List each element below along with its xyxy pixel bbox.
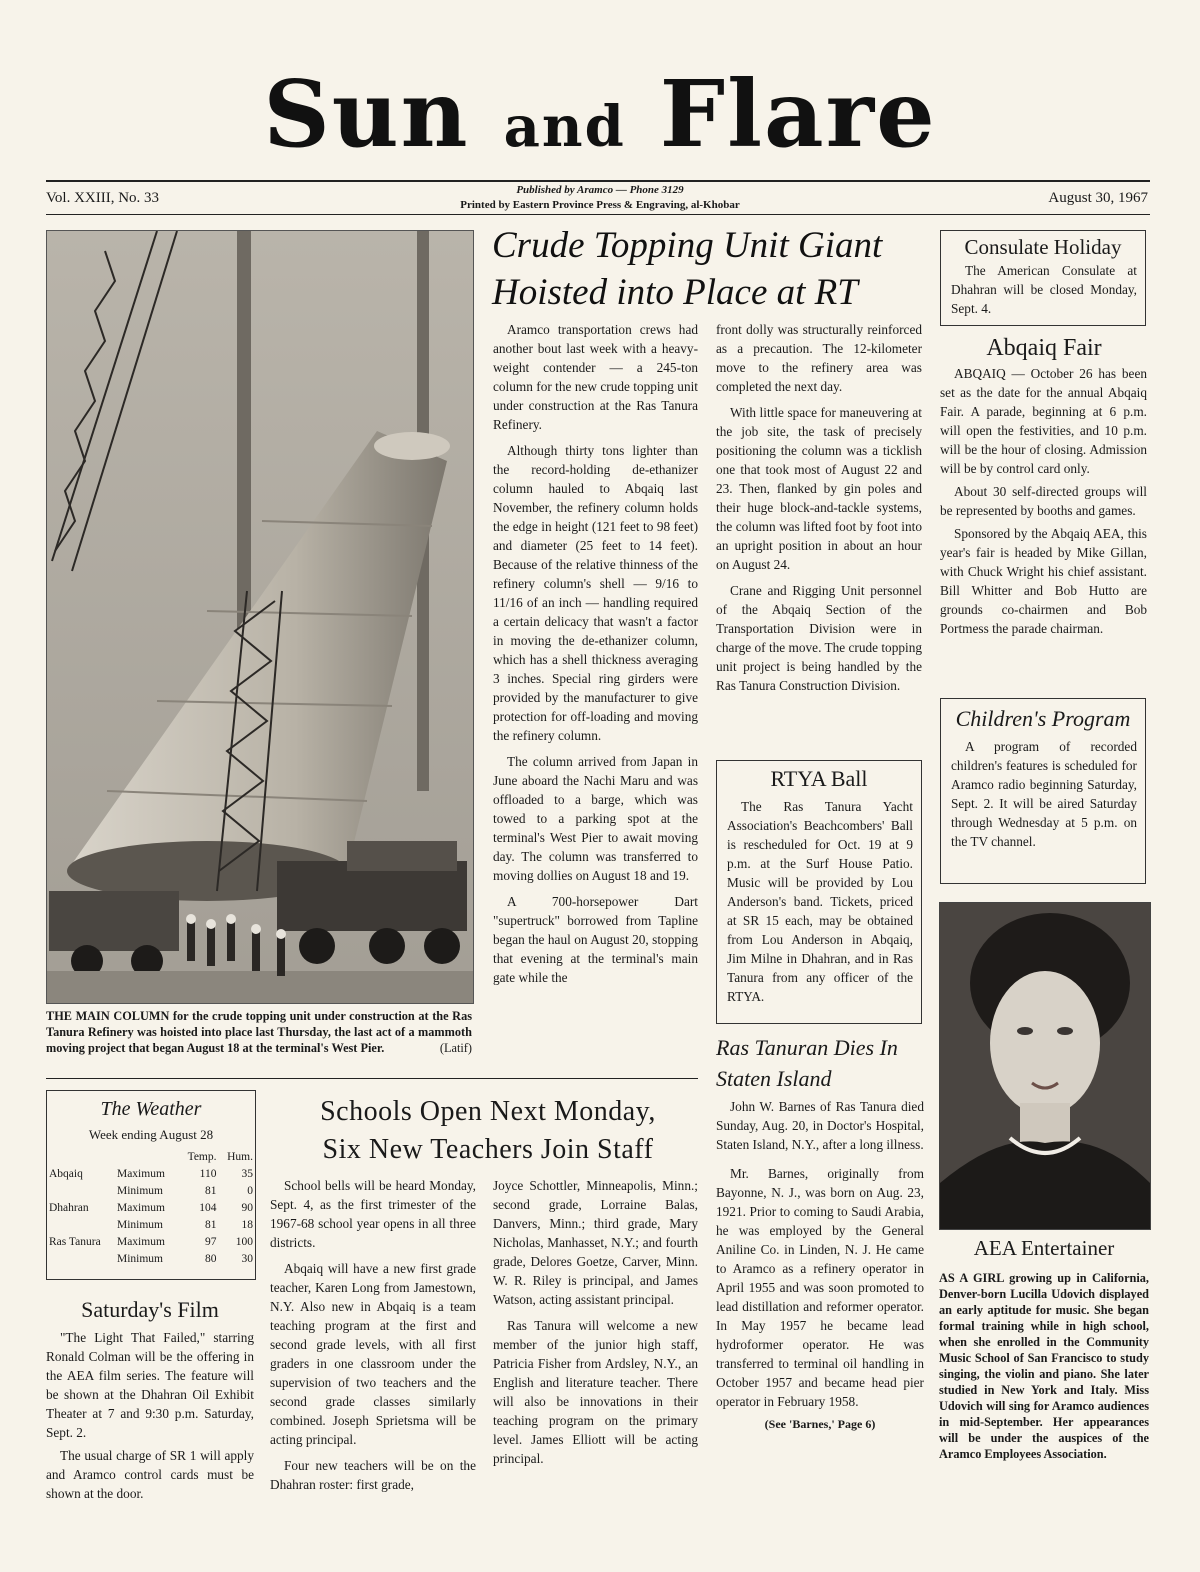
abqaiq-fair-story: ABQAIQ — October 26 has been set as the date for the annual Abqaiq Fair. A parade, beginning at 6 p.m. will open the festivities, and 10 p.m. will be the hour of closing. Admission will be by control card only. About 30 self-directed groups will be represented by booths and games. Sponsored by the Abqaiq AEA, this year's fair is headed by Mike Gillan, with Chuck Wright his chief assistant. Bill Whitter and Bob Hutto are grounds co-chairmen and Bob Portmess the parade chairman. bbox=[940, 366, 1147, 636]
section-divider bbox=[46, 1078, 698, 1079]
masthead-rule-top bbox=[46, 180, 1150, 182]
schools-story-col2: Joyce Schottler, Minneapolis, Minn.; second grade, Lorraine Balas, Danvers, Minn.; third grade, Mary Nicholas, Manhasset, N.Y.; and fourth grade, Delores Goetze, Carver, Minn. W. R. Riley is principal, and James Watson, acting assistant principal. Ras Tanura will welcome a new member of the junior high staff, Patricia Fisher from Ardsley, N.Y., an English and literature teacher. There will also be innovations in their teaching program on the primary level. James Elliott will be acting principal. bbox=[493, 1178, 698, 1466]
rtya-ball-title: RTYA Ball bbox=[770, 766, 868, 791]
aea-entertainer-caption: AS A GIRL growing up in California, Denver-born Lucilla Udovich displayed an early aptitude for music. She began formal training while in high school, when she enrolled in the Community Music School of San Francisco to study singing, the violin and piano. She later studied in New York and Italy. Miss Udovich will sing for Aramco audiences in mid-September. Her appearances will be under the auspices of the Aramco Employees Association. bbox=[939, 1271, 1149, 1461]
publisher-info: Published by Aramco — Phone 3129 Printed by Eastern Province Press & Engraving, al-Khobar bbox=[460, 184, 740, 211]
schools-headline: Schools Open Next Monday, Six New Teachers Join Staff bbox=[320, 1096, 656, 1165]
weather-col-hum: Hum. bbox=[227, 1151, 253, 1163]
barnes-headline: Ras Tanuran Dies In Staten Island bbox=[716, 1035, 898, 1091]
weather-box bbox=[46, 1090, 256, 1280]
consulate-box: Consulate Holiday The American Consulate at Dhahran will be closed Monday, Sept. 4. bbox=[940, 230, 1146, 326]
weather-subtitle: Week ending August 28 bbox=[88, 1127, 214, 1142]
barnes-story: John W. Barnes of Ras Tanura died Sunday, Aug. 20, in Doctor's Hospital, Staten Island, N.Y., after a long illness. Mr. Barnes, originally from Bayonne, N. J., was born on Aug. 23, 1921. Prior to coming to Saudi Arabia, he was employed by the General Aniline Co. in Linden, N. J. He came to Aramco as a refinery operator in April 1955 and was soon promoted to lead distillation and reformer operator. In May 1957 he became lead hydroformer operator. He was transferred to terminal oil handling in October 1957 and became head pier operator in February 1958. (See 'Barnes,' Page 6) bbox=[716, 1097, 924, 1438]
main-story-col1: Aramco transportation crews had another bout last week with a heavy-weight contender — a 245-ton column for the new crude topping unit under construction at the Ras Tanura Refinery. Although thirty tons lighter than the record-holding de-ethanizer column hauled to Abqaiq last November, the refinery column holds the edge in height (121 feet to 98 feet) and diameter (25 feet to 14 feet). Because of the relative thinness of the refinery column's shell — 9/16 to 11/16 of an inch — handling required a certain delicacy that wasn't a factor in moving the de-ethanizer column, which has a shell thickness averaging 3 inches. Special ring girders were provided by the manufacturer to give protection for off-loading and moving the refinery column. The column arrived from Japan in June aboard the Nachi Maru and was offloaded to a barge, which was towed to a parking spot at the terminal's West Pier to await moving day. The column was transferred to moving dollies on August 18 and 19. A 700-horsepower Dart "supertruck" borrowed from Tapline began the haul on August 20, stopping that evening at the terminal's main gate while the bbox=[493, 322, 698, 985]
table-row: Dhahran Maximum 104 90 bbox=[49, 1202, 253, 1214]
table-row: Minimum 81 18 bbox=[116, 1219, 253, 1231]
photo-credit: (Latif) bbox=[439, 1041, 472, 1055]
barnes-jump: (See 'Barnes,' Page 6) bbox=[764, 1417, 876, 1431]
aea-entertainer-title: AEA Entertainer bbox=[973, 1236, 1115, 1260]
rtya-ball-box bbox=[716, 760, 922, 1024]
masthead-rule-bottom bbox=[46, 214, 1150, 215]
column-photo bbox=[46, 230, 474, 1004]
weather-col-temp: Temp. bbox=[187, 1151, 217, 1163]
table-row: Abqaiq Maximum 110 35 bbox=[49, 1168, 253, 1180]
weather-table bbox=[47, 1149, 255, 1268]
table-row: Ras Tanura Maximum 97 100 bbox=[49, 1236, 253, 1248]
childrens-program-box: Children's Program A program of recorded children's features is scheduled for Aramco radio beginning Saturday, Sept. 2. It will be aired Saturday through Wednesday at 5 p.m. on the TV channel. bbox=[940, 698, 1146, 884]
photo-caption: THE MAIN COLUMN for the crude topping unit under construction at the Ras Tanura Refinery was hoisted into place last Thursday, the last act of a mammoth moving project that began August 18 at the terminal's West Pier. (Latif) bbox=[46, 1009, 472, 1055]
table-row: Minimum 81 0 bbox=[116, 1185, 253, 1197]
childrens-program-title: Children's Program bbox=[955, 706, 1131, 731]
issue-date: August 30, 1967 bbox=[1048, 190, 1148, 206]
consulate-title: Consulate Holiday bbox=[964, 235, 1122, 259]
saturday-film-story: "The Light That Failed," starring Ronald Colman will be the offering in the AEA film series. The feature will be shown at the Dhahran Oil Exhibit Theater at 7 and 9:30 p.m. Saturday, Sept. 2. The usual charge of SR 1 will apply and Aramco control cards must be shown at the door. bbox=[46, 1330, 254, 1501]
saturday-film-title: Saturday's Film bbox=[81, 1297, 219, 1322]
main-headline: Crude Topping Unit Giant Hoisted into Place at RT bbox=[492, 225, 883, 313]
rtya-ball-body: The Ras Tanura Yacht Association's Beachcombers' Ball is rescheduled for Oct. 19 at 9 p.m. at the Surf House Patio. Music will be provided by Lou Anderson's band. Tickets, priced at SR 15 each, may be obtained from Lou Anderson in Abqaiq, Jim Milne in Dhahran, and in Ras Tanura from any officer of the RTYA. bbox=[727, 799, 913, 1004]
weather-title: The Weather bbox=[100, 1098, 202, 1120]
masthead-title: Sun and Flare bbox=[263, 60, 937, 168]
schools-story-col1: School bells will be heard Monday, Sept. 4, as the first trimester of the 1967-68 school year opens in all three districts. Abqaiq will have a new first grade teacher, Karen Long from Jamestown, N.Y. Also new in Abqaiq is a team teaching program at the first and second grade levels, with all first graders in one classroom under the supervision of two teachers and the second grade classes similarly combined. Joseph Sprietsma will be acting principal. Four new teachers will be on the Dhahran roster: first grade, bbox=[270, 1178, 476, 1492]
main-story-col2: front dolly was structurally reinforced as a precaution. The 12-kilometer move to the refinery area was completed the next day. With little space for maneuvering at the job site, the task of precisely positioning the column was a ticklish one that took most of August 22 and 23. Then, flanked by gin poles and their huge block-and-tackle systems, the column was lifted foot by foot into an upright position in about an hour on August 24. Crane and Rigging Unit personnel of the Abqaiq Section of the Transportation Division were in charge of the move. The crude topping unit project is being handled by the Ras Tanura Construction Division. bbox=[716, 322, 922, 693]
table-row: Minimum 80 30 bbox=[116, 1253, 253, 1265]
volume-number: Vol. XXIII, No. 33 bbox=[46, 190, 160, 206]
abqaiq-fair-title: Abqaiq Fair bbox=[986, 335, 1102, 361]
entertainer-portrait bbox=[939, 902, 1151, 1230]
